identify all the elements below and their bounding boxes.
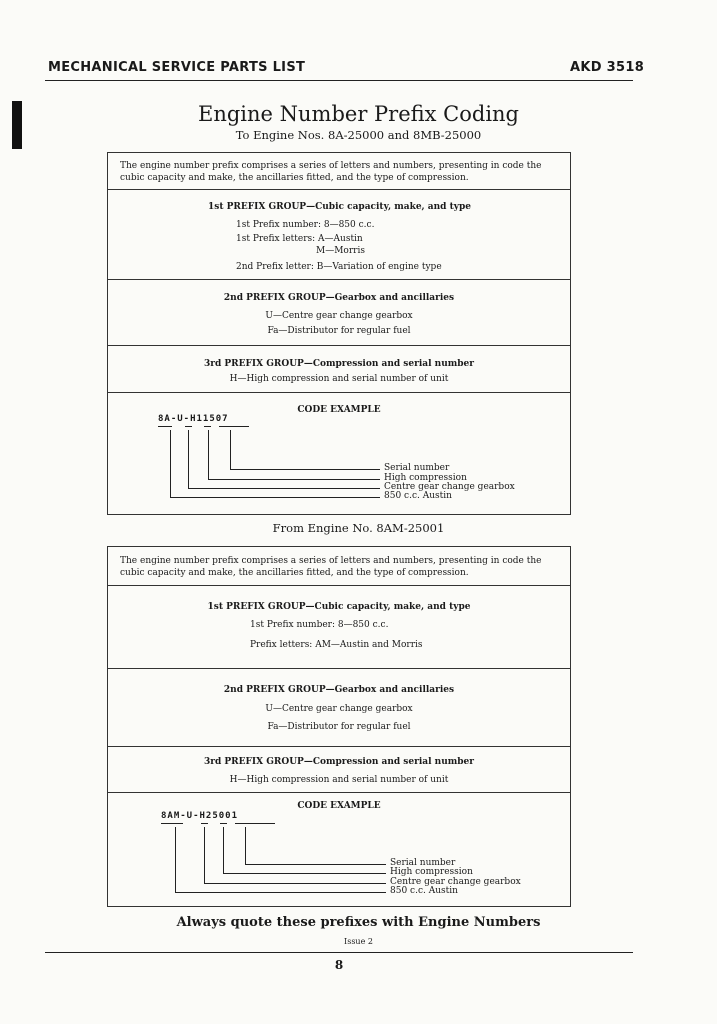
- intro-line-1: The engine number prefix comprises a series of letters and numbers, presenting in code the: [120, 161, 542, 171]
- leader-line: [230, 430, 231, 469]
- code-underline: [204, 426, 211, 427]
- group3-line: H—High compression and serial number of unit: [229, 775, 449, 785]
- leader-line: [204, 827, 205, 883]
- header-rule: [45, 80, 633, 81]
- footer-note: Always quote these prefixes with Engine Numbers: [176, 915, 541, 930]
- divider: [108, 345, 570, 346]
- code-label-serial: Serial number: [390, 858, 456, 868]
- subtitle-range-2: From Engine No. 8AM-25001: [272, 521, 445, 535]
- leader-line: [175, 892, 386, 893]
- code-underline: [158, 426, 172, 427]
- code-underline: [219, 426, 249, 427]
- group2-line: U—Centre gear change gearbox: [265, 704, 413, 714]
- coding-box-1: [107, 152, 571, 515]
- leader-line: [223, 827, 224, 873]
- group2-heading: 2nd PREFIX GROUP—Gearbox and ancillaries: [223, 293, 455, 303]
- group1-line: 1st Prefix letters: A—Austin: [236, 234, 363, 244]
- intro-text: [120, 555, 560, 579]
- group2-line: U—Centre gear change gearbox: [265, 311, 413, 321]
- leader-line: [223, 873, 386, 874]
- group3-heading: 3rd PREFIX GROUP—Compression and serial number: [203, 359, 475, 369]
- document-code: AKD 3518: [570, 60, 645, 75]
- divider: [108, 585, 570, 586]
- code-label-capacity: 850 c.c. Austin: [390, 886, 458, 896]
- leader-line: [208, 479, 380, 480]
- group1-line: Prefix letters: AM—Austin and Morris: [250, 640, 423, 650]
- leader-line: [175, 827, 176, 892]
- leader-line: [230, 469, 380, 470]
- code-label-gearbox: Centre gear change gearbox: [390, 877, 521, 887]
- code-label-compression: High compression: [390, 867, 473, 877]
- divider: [108, 792, 570, 793]
- group1-line: 1st Prefix number: 8—850 c.c.: [250, 620, 389, 630]
- divider: [108, 746, 570, 747]
- code-label-gearbox: Centre gear change gearbox: [384, 482, 515, 492]
- code-underline: [185, 426, 192, 427]
- code-example-heading: CODE EXAMPLE: [297, 801, 381, 811]
- code-underline: [201, 823, 208, 824]
- code-example-value: 8AM-U-H25001: [161, 811, 239, 821]
- leader-line: [245, 827, 246, 864]
- leader-line: [170, 497, 380, 498]
- coding-box-2: [107, 546, 571, 907]
- divider: [108, 189, 570, 190]
- code-label-capacity: 850 c.c. Austin: [384, 491, 452, 501]
- page-number: 8: [334, 958, 344, 972]
- group2-heading: 2nd PREFIX GROUP—Gearbox and ancillaries: [223, 685, 455, 695]
- intro-line-2: cubic capacity and make, the ancillaries fitted, and the type of compression.: [120, 173, 469, 183]
- group3-heading: 3rd PREFIX GROUP—Compression and serial number: [203, 757, 475, 767]
- group1-heading: 1st PREFIX GROUP—Cubic capacity, make, and type: [208, 202, 472, 212]
- group1-heading: 1st PREFIX GROUP—Cubic capacity, make, and type: [207, 602, 471, 612]
- subtitle-range-1: To Engine Nos. 8A-25000 and 8MB-25000: [235, 128, 482, 142]
- code-example-value: 8A-U-H11507: [158, 414, 229, 424]
- footer-rule: [45, 952, 633, 953]
- group1-line: M—Morris: [316, 246, 365, 256]
- code-underline: [161, 823, 183, 824]
- code-underline: [235, 823, 275, 824]
- intro-line-1: The engine number prefix comprises a series of letters and numbers, presenting in code the: [120, 556, 542, 566]
- intro-line-2: cubic capacity and make, the ancillaries fitted, and the type of compression.: [120, 568, 469, 578]
- issue-label: Issue 2: [344, 937, 373, 946]
- leader-line: [188, 430, 189, 488]
- code-label-compression: High compression: [384, 473, 467, 483]
- document-header-title: MECHANICAL SERVICE PARTS LIST: [48, 60, 306, 75]
- code-example-heading: CODE EXAMPLE: [297, 405, 381, 415]
- group2-line: Fa—Distributor for regular fuel: [267, 722, 411, 732]
- leader-line: [170, 430, 171, 497]
- leader-line: [245, 864, 386, 865]
- code-underline: [220, 823, 227, 824]
- leader-line: [208, 430, 209, 479]
- leader-line: [188, 488, 380, 489]
- group1-line: 1st Prefix number: 8—850 c.c.: [236, 220, 375, 230]
- group1-line: 2nd Prefix letter: B—Variation of engine type: [236, 262, 442, 272]
- group3-line: H—High compression and serial number of unit: [229, 374, 449, 384]
- leader-line: [204, 883, 386, 884]
- code-label-serial: Serial number: [384, 463, 450, 473]
- intro-text: [120, 160, 560, 184]
- divider: [108, 668, 570, 669]
- page-title: Engine Number Prefix Coding: [198, 102, 519, 126]
- group2-line: Fa—Distributor for regular fuel: [267, 326, 411, 336]
- divider: [108, 392, 570, 393]
- divider: [108, 279, 570, 280]
